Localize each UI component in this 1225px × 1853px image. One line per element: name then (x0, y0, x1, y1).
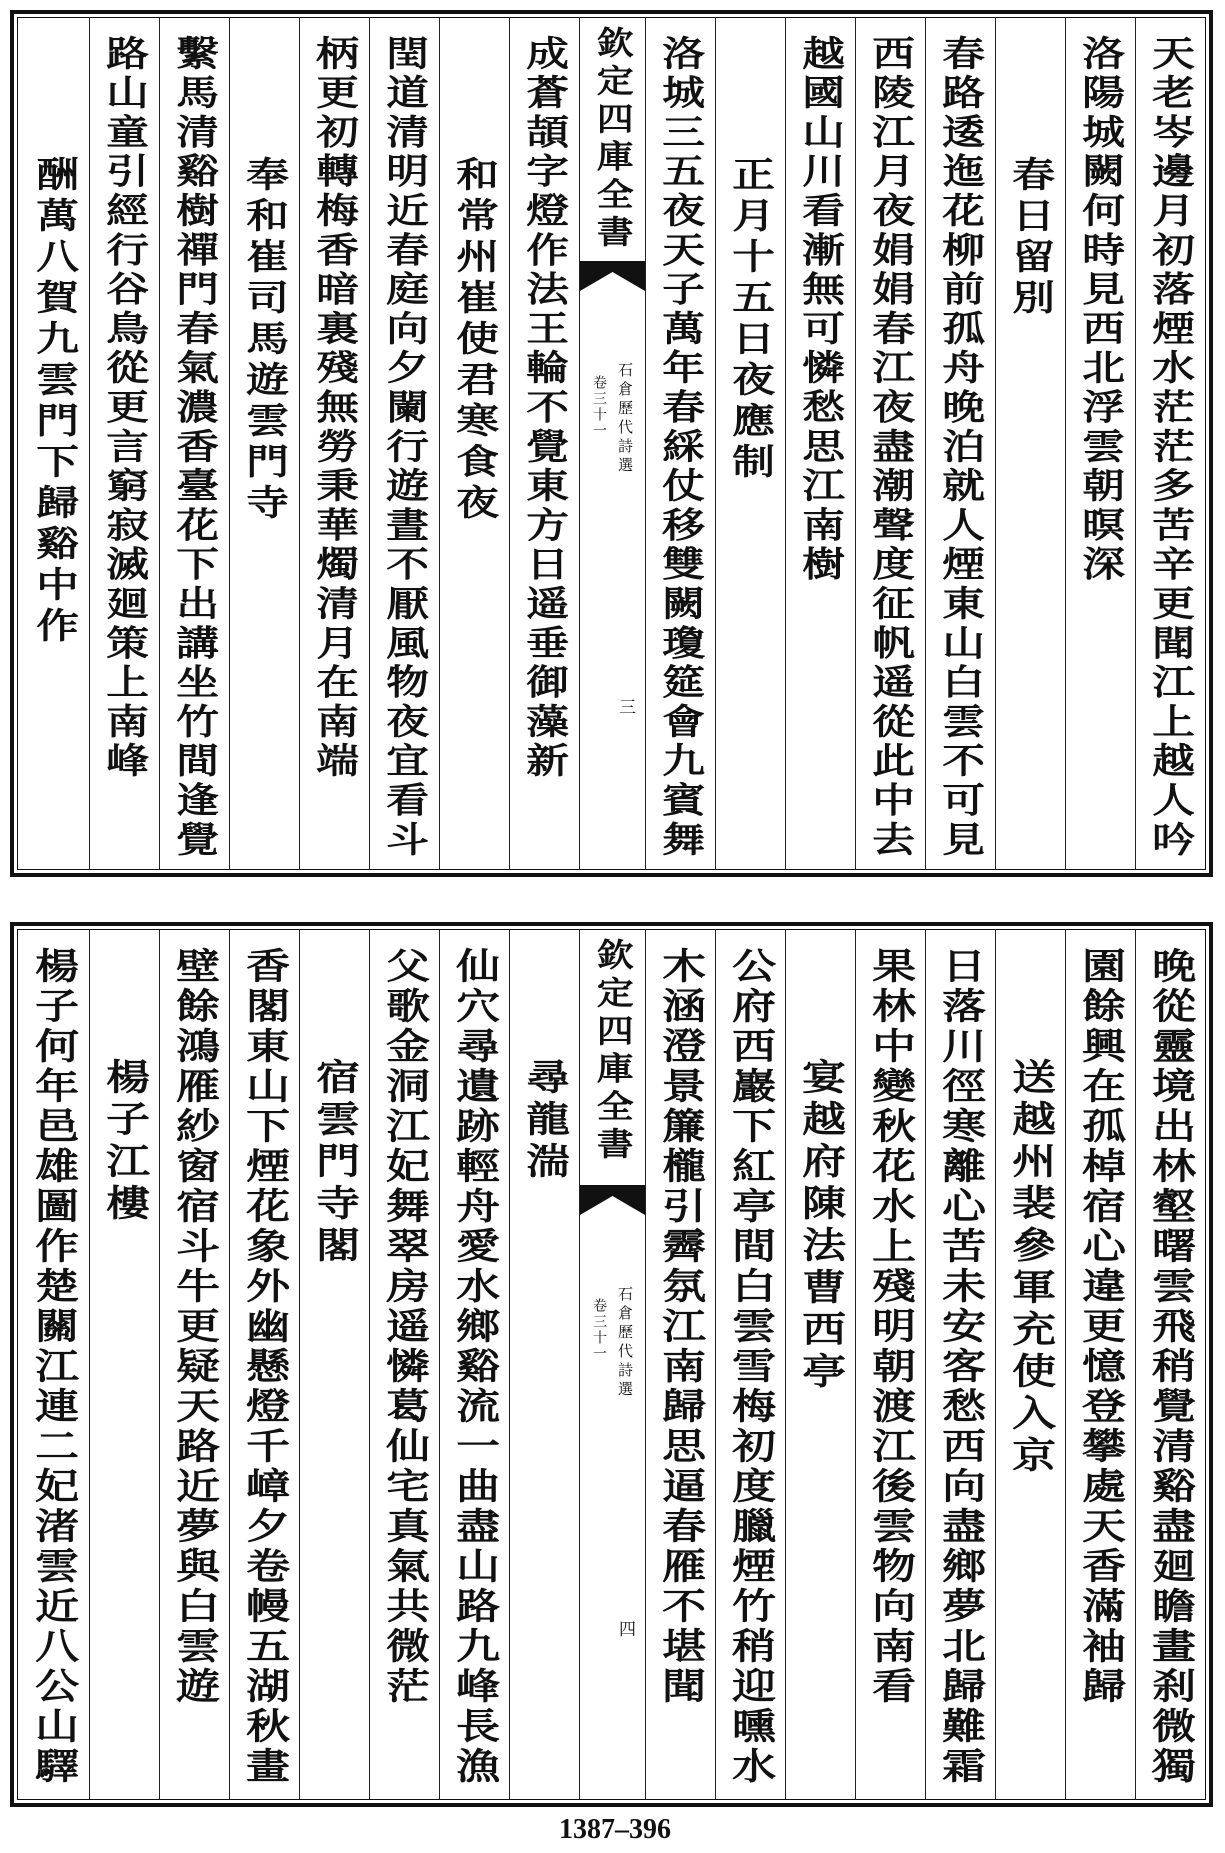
verse-column (89, 18, 159, 869)
poem-title: 酬萬八賀九雲門下歸谿中作 (28, 156, 80, 648)
verse-text: 果林中變秋花水上殘明朝渡江後雲物向南看 (864, 947, 917, 1707)
poem-title-column (509, 930, 579, 1799)
verse-column (1135, 18, 1205, 869)
poem-title: 宴越府陳法曹西亭 (794, 1058, 847, 1394)
poem-title-column (715, 18, 785, 869)
poem-title: 楊子江樓 (98, 1058, 151, 1226)
banxin-center-column (579, 930, 645, 1799)
verse-column (785, 18, 855, 869)
banxin-book-title: 石倉歷代詩選 (616, 362, 634, 476)
page-reference-number: 1387–396 (559, 1814, 671, 1845)
verse-text: 繫馬清谿樹禪門春氣濃香臺花下出講坐竹間逢覺 (169, 35, 220, 861)
banxin-header: 欽定四庫全書 (590, 938, 635, 1165)
poem-title-column (995, 930, 1065, 1799)
banxin-juan-number: 卷三十一 (591, 1298, 607, 1362)
verse-text: 天老岑邊月初落煙水茫茫多苦辛更聞江上越人吟 (1145, 35, 1196, 861)
verse-text: 晚從靈境出林壑曙雲飛稍覺清谿盡廻瞻畫刹微獨 (1144, 947, 1197, 1787)
verse-column (159, 930, 229, 1799)
poem-title-column (785, 930, 855, 1799)
verse-column (369, 18, 439, 869)
poem-title: 送越州裴參軍充使入京 (1004, 1058, 1057, 1478)
banxin-page-number: 四 (615, 1620, 635, 1637)
verse-column (925, 18, 995, 869)
poem-title: 奉和崔司馬遊雲門寺 (239, 156, 290, 525)
verse-text: 閏道清明近春庭向夕闌行遊晝不厭風物夜宜看斗 (379, 35, 430, 861)
verse-column (229, 930, 299, 1799)
verse-text: 木涵澄景簾櫳引霽氛江南歸思逼春雁不堪聞 (654, 947, 707, 1707)
verse-column (439, 930, 509, 1799)
verse-text: 壁餘鴻雁紗窗宿斗牛更疑天路近夢與白雲遊 (168, 947, 221, 1707)
fish-tail-ornament-icon (580, 1185, 645, 1217)
verse-column (299, 18, 369, 869)
bottom-page-frame (10, 922, 1213, 1807)
poem-title: 尋龍湍 (518, 1058, 571, 1184)
banxin-juan-number: 卷三十一 (591, 375, 607, 439)
verse-column (715, 930, 785, 1799)
banxin-center-column (579, 18, 645, 869)
verse-text: 洛陽城闕何時見西北浮雲朝暝深 (1075, 35, 1126, 586)
verse-text: 路山童引經行谷鳥從更言窮寂滅廻策上南峰 (99, 35, 150, 782)
verse-column (645, 930, 715, 1799)
verse-column (19, 930, 89, 1799)
verse-text: 柄更初轉梅香暗裏殘無勞秉華燭清月在南端 (309, 35, 360, 782)
poem-title-column (299, 930, 369, 1799)
verse-text: 父歌金洞江妃舞翠房遥憐葛仙宅真氣共微茫 (378, 947, 431, 1707)
verse-column (855, 18, 925, 869)
verse-text: 成蒼頡字燈作法王輪不覺東方日遥垂御藻新 (519, 35, 570, 782)
verse-column (159, 18, 229, 869)
verse-text: 園餘興在孤棹宿心違更憶登攀處天香滿袖歸 (1074, 947, 1127, 1707)
verse-column (1135, 930, 1205, 1799)
verse-column (1065, 18, 1135, 869)
verse-text: 楊子何年邑雄圖作楚關江連二妃渚雲近八公山驛 (28, 947, 80, 1787)
top-page-columns (17, 17, 1206, 870)
poem-title-column (19, 18, 89, 869)
verse-text: 洛城三五夜天子萬年春綵仗移雙闕瓊筵會九賓舞 (655, 35, 706, 861)
verse-column (925, 930, 995, 1799)
verse-column (509, 18, 579, 869)
verse-text: 春路逶迤花柳前孤舟晚泊就人煙東山白雲不可見 (935, 35, 986, 861)
poem-title-column (995, 18, 1065, 869)
verse-text: 公府西巖下紅亭間白雲雪梅初度臘煙竹稍迎曛水 (724, 947, 777, 1787)
verse-text: 香閣東山下煙花象外幽懸燈千嶂夕卷幔五湖秋畫 (238, 947, 291, 1787)
verse-column (855, 930, 925, 1799)
verse-text: 越國山川看漸無可憐愁思江南樹 (795, 35, 846, 586)
poem-title: 春日留別 (1005, 156, 1056, 320)
banxin-header: 欽定四庫全書 (590, 26, 635, 253)
poem-title: 和常州崔使君寒食夜 (449, 156, 500, 525)
poem-title-column (229, 18, 299, 869)
poem-title: 正月十五日夜應制 (725, 156, 776, 484)
fish-tail-ornament-icon (580, 261, 645, 293)
bottom-page-columns (17, 929, 1206, 1800)
verse-column (1065, 930, 1135, 1799)
banxin-book-title: 石倉歷代詩選 (616, 1286, 634, 1400)
poem-title-column (439, 18, 509, 869)
banxin-page-number: 三 (615, 698, 635, 715)
verse-column (369, 930, 439, 1799)
poem-title: 宿雲門寺閣 (308, 1058, 361, 1268)
poem-title-column (89, 930, 159, 1799)
top-page-frame (10, 10, 1213, 877)
verse-text: 西陵江月夜娟娟春江夜盡潮聲度征帆遥從此中去 (865, 35, 916, 861)
verse-column (645, 18, 715, 869)
verse-text: 日落川徑寒離心苦未安客愁西向盡鄉夢北歸難霜 (934, 947, 987, 1787)
verse-text: 仙穴尋遺跡輕舟愛水鄉谿流一曲盡山路九峰長漁 (448, 947, 501, 1787)
